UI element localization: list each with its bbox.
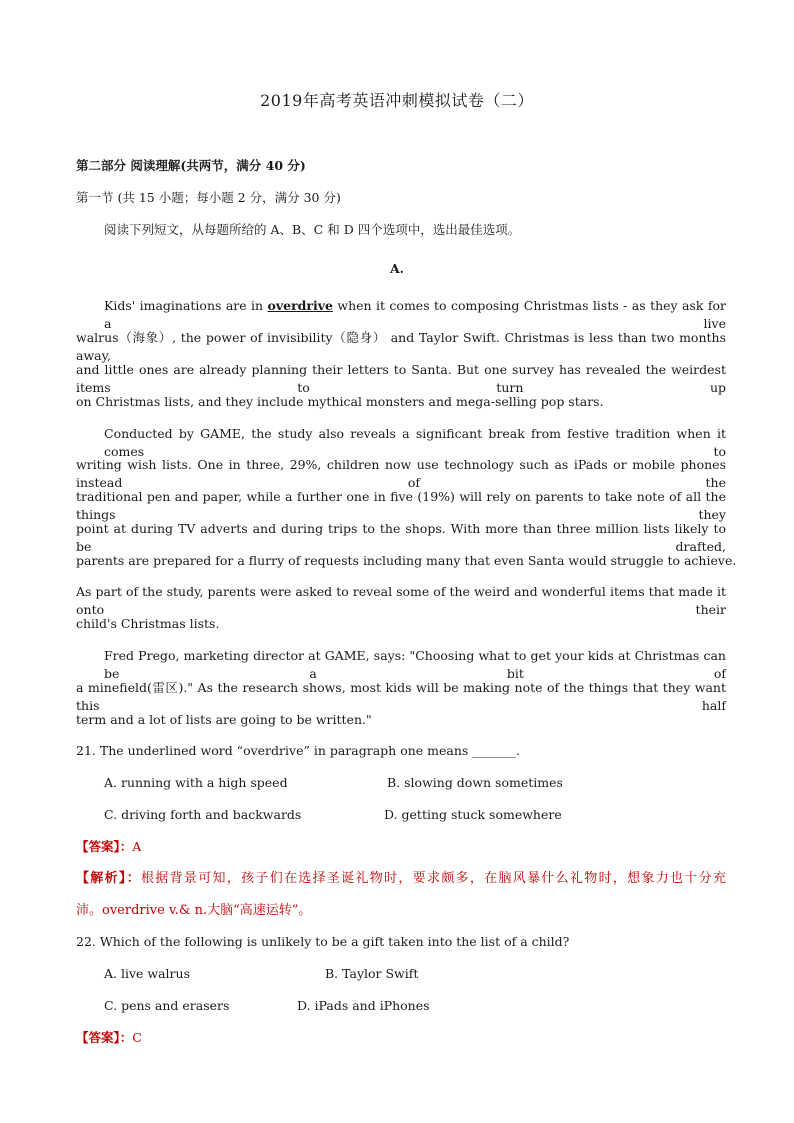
passage-line: walrus（海象）, the power of invisibility（隐身） and Taylor Swift. Christmas is less than two months away,	[76, 330, 726, 363]
option-a: A. running with a high speed	[104, 775, 288, 790]
question-stem: 21. The underlined word “overdrive” in paragraph one means _______.	[76, 743, 521, 758]
passage-text: Kids' imaginations are in	[104, 298, 268, 313]
answer-label: 【答案】：	[76, 839, 133, 854]
passage-text: when it comes to composing Christmas lists - as they ask for a live	[104, 298, 726, 331]
passage-line: and little ones are already planning their letters to Santa. But one survey has revealed the weirdest items to turn up	[76, 362, 726, 395]
part-heading: 第二部分 阅读理解(共两节，满分 40 分)	[76, 158, 306, 173]
underlined-word: overdrive	[267, 298, 333, 313]
option-d: D. getting stuck somewhere	[384, 807, 562, 822]
passage-line: Conducted by GAME, the study also reveals a significant break from festive tradition when it comes to	[104, 426, 726, 459]
passage-line: term and a lot of lists are going to be written."	[76, 712, 372, 727]
passage-line: As part of the study, parents were asked to reveal some of the weird and wonderful items that made it onto their	[76, 584, 726, 617]
analysis-label: 【解析】：	[76, 871, 141, 886]
passage-line: parents are prepared for a flurry of requests including many that even Santa would struggle to achieve.	[76, 553, 737, 568]
passage-label: A.	[389, 261, 405, 276]
answer-value: C	[132, 1030, 142, 1045]
analysis-line	[76, 870, 726, 888]
passage-line: Fred Prego, marketing director at GAME, says: "Choosing what to get your kids at Christmas can be a bit of	[104, 648, 726, 681]
passage-line: on Christmas lists, and they include mythical monsters and mega-selling pop stars.	[76, 394, 604, 409]
analysis-line: 沛。overdrive v.& n.大脑“高速运转”。	[76, 903, 312, 918]
option-c: C. pens and erasers	[104, 998, 230, 1013]
answer-value: A	[132, 839, 142, 854]
answer-line	[76, 1029, 726, 1047]
option-c: C. driving forth and backwards	[104, 807, 302, 822]
passage-line	[104, 297, 726, 331]
page-title: 2019年高考英语冲刺模拟试卷（二）	[260, 91, 534, 110]
instructions: 阅读下列短文，从每题所给的 A、B、C 和 D 四个选项中，选出最佳选项。	[104, 222, 521, 237]
answer-label: 【答案】：	[76, 1030, 133, 1045]
passage-line: child's Christmas lists.	[76, 616, 220, 631]
analysis-text: 根据背景可知，孩子们在选择圣诞礼物时，要求颇多，在脑风暴什么礼物时，想象力也十分充	[141, 871, 726, 886]
passage-line: point at during TV adverts and during trips to the shops. With more than three million lists likely to be drafted,	[76, 521, 726, 554]
answer-line	[76, 838, 726, 856]
passage-line: traditional pen and paper, while a further one in five (19%) will rely on parents to take note of all the things they	[76, 489, 726, 522]
option-d: D. iPads and iPhones	[297, 998, 430, 1013]
question-stem: 22. Which of the following is unlikely to be a gift taken into the list of a child?	[76, 934, 570, 949]
passage-line: writing wish lists. One in three, 29%, children now use technology such as iPads or mobile phones instead of the	[76, 457, 726, 490]
option-a: A. live walrus	[104, 966, 190, 981]
section-heading: 第一节 (共 15 小题；每小题 2 分，满分 30 分)	[76, 190, 341, 205]
option-b: B. slowing down sometimes	[387, 775, 563, 790]
option-b: B. Taylor Swift	[325, 966, 419, 981]
passage-line: a minefield(雷区)." As the research shows, most kids will be making note of the things that they want this half	[76, 680, 726, 713]
